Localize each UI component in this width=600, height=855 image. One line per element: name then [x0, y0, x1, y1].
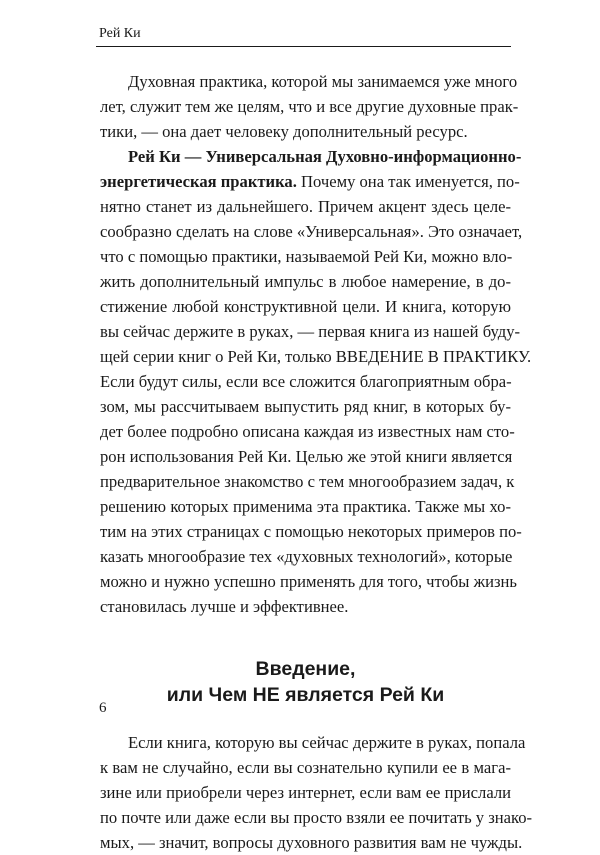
text-line: что с помощью практики, называемой Рей Ки, можно вло-: [100, 247, 513, 266]
section-heading-line-1: Введение,: [255, 658, 356, 680]
text-line: [100, 169, 520, 194]
text-line: Если будут силы, если все сложится благоприятным обра-: [100, 372, 512, 391]
text-line: зине или приобрели через интернет, если вам ее прислали: [100, 783, 511, 802]
page-number: 6: [99, 700, 107, 716]
text-line: можно и нужно успешно применять для того, чтобы жизнь: [100, 572, 517, 591]
text-line: тики, — она дает человеку дополнительный ресурс.: [100, 122, 468, 141]
text-line: щей серии книг о Рей Ки, только ВВЕДЕНИЕ В ПРАКТИКУ.: [100, 347, 532, 366]
header-rule: [96, 46, 511, 47]
text-line: к вам не случайно, если вы сознательно купили ее в мага-: [100, 758, 511, 777]
text-line: становилась лучше и эффективнее.: [100, 597, 349, 616]
text-span: Почему она так именуется, по-: [296, 172, 520, 191]
text-line: жить дополнительный импульс в любое намерение, в до-: [100, 272, 511, 291]
text-line: [128, 144, 522, 169]
section-heading-line-2: или Чем НЕ является Рей Ки: [166, 684, 445, 706]
bold-lead-text: Рей Ки — Универсальная Духовно-информационно-: [128, 147, 522, 166]
text-line: Духовная практика, которой мы занимаемся уже много: [128, 72, 518, 91]
text-line: стижение любой конструктивной цели. И книга, которую: [100, 297, 511, 316]
text-line: вы сейчас держите в руках, — первая книга из нашей буду-: [100, 322, 521, 341]
text-line: решению которых применима эта практика. Также мы хо-: [100, 497, 511, 516]
text-line: рон использования Рей Ки. Целью же этой книги является: [100, 447, 513, 466]
text-line: по почте или даже если вы просто взяли ее почитать у знако-: [100, 808, 533, 827]
text-line: зом, мы рассчитываем выпустить ряд книг, в которых бу-: [100, 397, 511, 416]
text-line: дет более подробно описана каждая из известных нам сто-: [100, 422, 515, 441]
text-line: нятно станет из дальнейшего. Причем акцент здесь целе-: [100, 197, 511, 216]
text-line: казать многообразие тех «духовных технологий», которые: [100, 547, 513, 566]
text-line: сообразно сделать на слове «Универсальная». Это означает,: [100, 222, 523, 241]
text-line: предварительное знакомство с тем многообразием задач, к: [100, 472, 515, 491]
text-line: мых, — значит, вопросы духовного развития вам не чужды.: [100, 833, 523, 852]
text-line: лет, служит тем же целям, что и все другие духовные прак-: [100, 97, 519, 116]
bold-lead-text: энергетическая практика.: [100, 172, 297, 191]
text-line: Если книга, которую вы сейчас держите в руках, попала: [128, 733, 526, 752]
running-head: Рей Ки: [99, 26, 141, 41]
text-line: тим на этих страницах с помощью некоторых примеров по-: [100, 522, 522, 541]
